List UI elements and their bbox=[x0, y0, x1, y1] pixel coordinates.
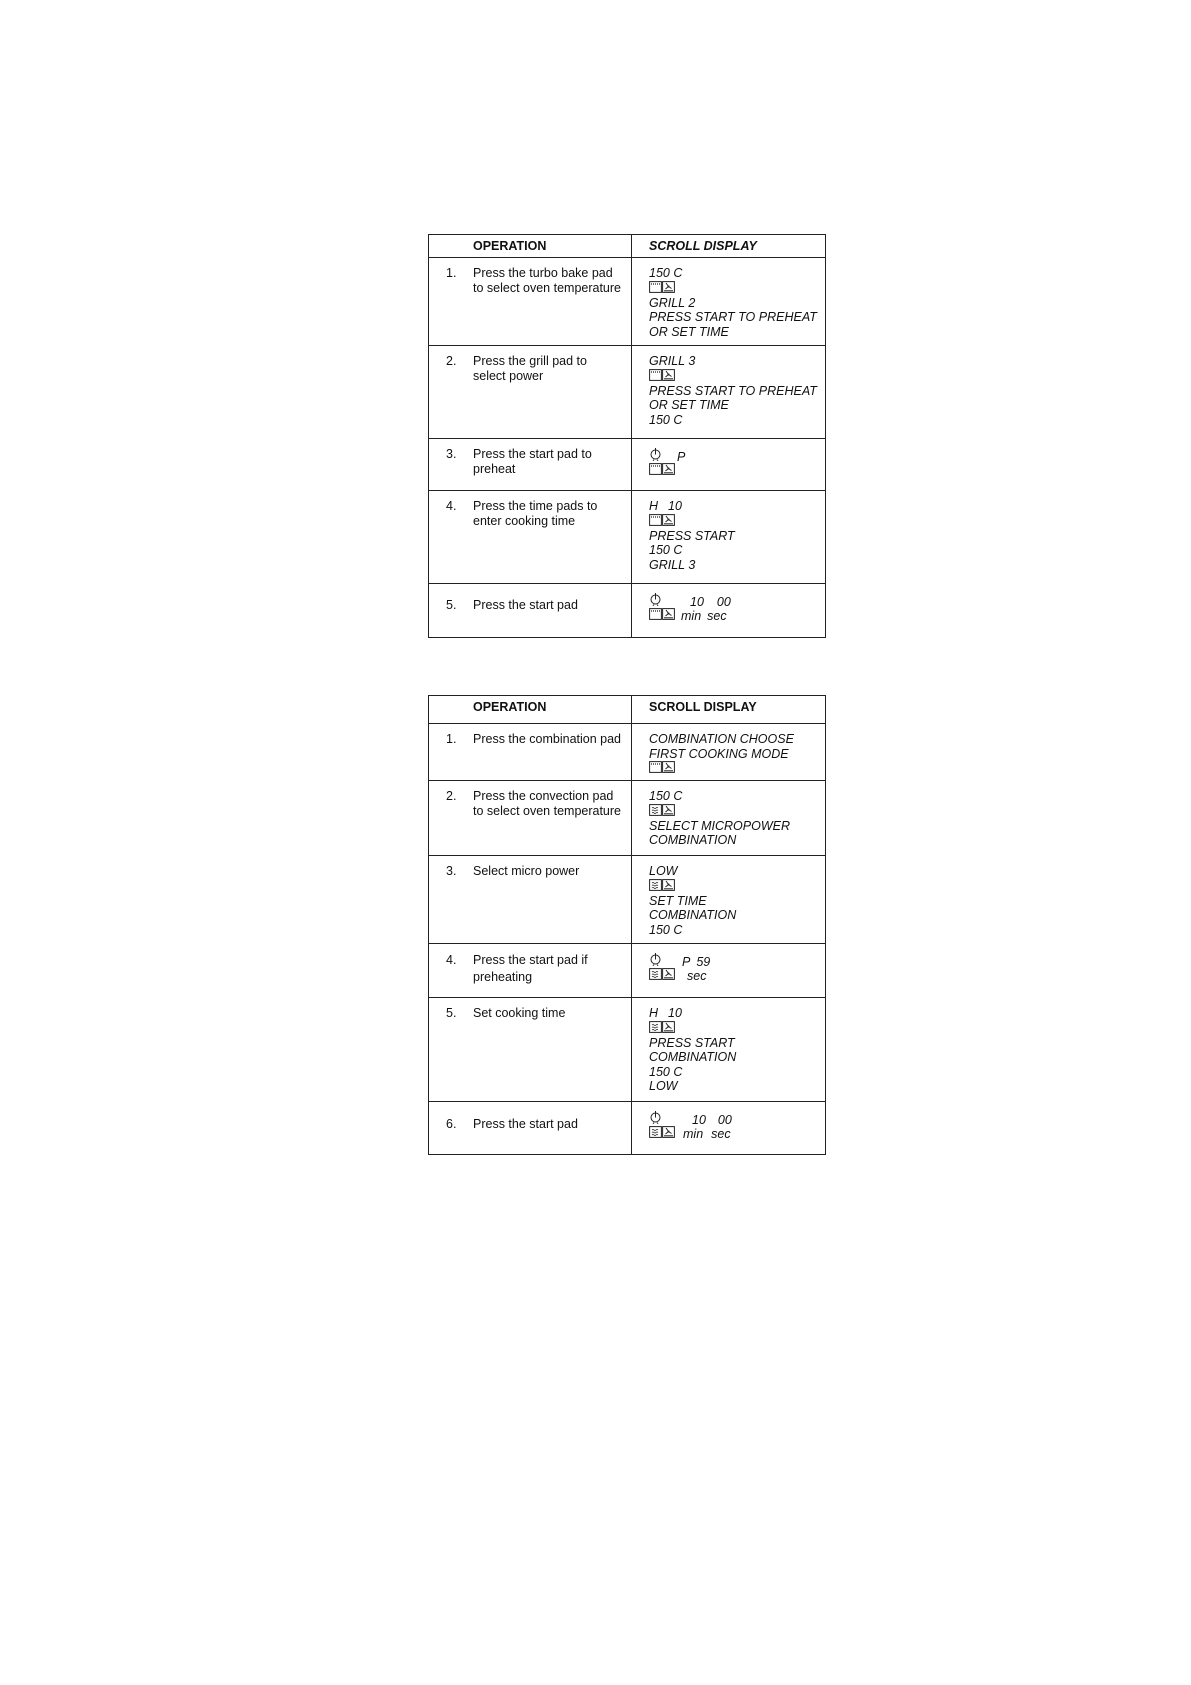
display-line: H bbox=[649, 499, 659, 513]
display-line: 150 C bbox=[649, 543, 683, 557]
operation-header: OPERATION bbox=[473, 700, 547, 714]
timer-icon bbox=[649, 952, 662, 966]
combination-table bbox=[428, 695, 826, 1155]
step-operation: Press the turbo bake pad to select oven temperature bbox=[473, 266, 621, 295]
step-number: 5. bbox=[446, 1006, 457, 1020]
step-number: 2. bbox=[446, 789, 457, 803]
fan-icon bbox=[662, 608, 675, 620]
step-number: 3. bbox=[446, 864, 457, 878]
table-row bbox=[429, 998, 826, 1102]
display-seconds: 00 bbox=[716, 595, 731, 609]
microwave-icon bbox=[649, 804, 662, 816]
step-operation: Set cooking time bbox=[473, 1006, 566, 1020]
table-row bbox=[429, 856, 826, 944]
display-line: GRILL 3 bbox=[649, 354, 696, 368]
display-line: PRESS START TO PREHEAT bbox=[649, 310, 817, 324]
step-operation: Press the time pads to enter cooking time bbox=[473, 499, 598, 528]
table-row bbox=[429, 584, 826, 638]
sec-label: sec bbox=[707, 609, 727, 623]
display-line: SET TIME bbox=[649, 893, 707, 908]
step-operation: Press the convection pad to select oven temperature bbox=[473, 789, 621, 818]
scroll-display bbox=[632, 491, 825, 572]
oven-icon bbox=[649, 514, 662, 526]
fan-icon bbox=[662, 761, 675, 773]
display-line: 150 C bbox=[649, 266, 683, 280]
table-row bbox=[429, 1102, 826, 1155]
timer-icon bbox=[649, 592, 662, 606]
display-minutes: 10 bbox=[692, 1113, 706, 1127]
step-number: 1. bbox=[446, 266, 457, 280]
table-row bbox=[429, 724, 826, 781]
table-row bbox=[429, 491, 826, 584]
step-operation: Press the start pad to preheat bbox=[473, 447, 592, 476]
display-line: H bbox=[649, 1006, 659, 1020]
oven-icon bbox=[649, 463, 662, 475]
scroll-display bbox=[632, 781, 825, 848]
display-line: 59 bbox=[696, 955, 711, 969]
oven-icon bbox=[649, 281, 662, 293]
table-row bbox=[429, 258, 826, 346]
scroll-display bbox=[632, 998, 825, 1094]
step-operation: Press the start pad bbox=[473, 1117, 578, 1131]
microwave-icon bbox=[649, 1126, 662, 1138]
step-number: 3. bbox=[446, 447, 457, 461]
sec-label: sec bbox=[687, 969, 707, 983]
display-minutes: 10 bbox=[690, 595, 704, 609]
step-number: 1. bbox=[446, 732, 457, 746]
microwave-icon bbox=[649, 879, 662, 891]
scroll-display bbox=[632, 346, 825, 427]
display-line: 10 bbox=[668, 1006, 682, 1020]
step-operation: Select micro power bbox=[473, 864, 580, 878]
table-header-row bbox=[429, 696, 826, 724]
scroll-display bbox=[632, 439, 825, 478]
step-number: 6. bbox=[446, 1117, 457, 1131]
fan-icon bbox=[662, 281, 675, 293]
table-row bbox=[429, 439, 826, 491]
fan-icon bbox=[662, 879, 675, 891]
display-line: P bbox=[682, 955, 691, 969]
scroll-display bbox=[632, 944, 825, 983]
operation-header: OPERATION bbox=[473, 239, 547, 253]
turbo-grill-table bbox=[428, 234, 826, 638]
scroll-display bbox=[632, 258, 825, 339]
display-line: 150 C bbox=[649, 412, 683, 427]
fan-icon bbox=[662, 1126, 675, 1138]
table-row bbox=[429, 781, 826, 856]
display-line: 10 bbox=[668, 499, 682, 513]
scroll-display bbox=[632, 724, 825, 776]
display-line: 150 C bbox=[649, 1064, 683, 1079]
fan-icon bbox=[662, 1021, 675, 1033]
display-line: COMBINATION bbox=[649, 833, 737, 847]
timer-icon bbox=[649, 1110, 662, 1124]
oven-icon bbox=[649, 369, 662, 381]
display-line: 150 C bbox=[649, 789, 683, 803]
display-line: SELECT MICROPOWER bbox=[649, 818, 790, 833]
display-line: PRESS START bbox=[649, 528, 735, 543]
sec-label: sec bbox=[711, 1127, 731, 1141]
display-line: P bbox=[677, 450, 686, 464]
step-operation: Press the start pad if preheating bbox=[473, 953, 588, 984]
fan-icon bbox=[662, 514, 675, 526]
fan-icon bbox=[662, 463, 675, 475]
table-header-row bbox=[429, 235, 826, 258]
min-label: min bbox=[681, 609, 702, 623]
scroll-display bbox=[632, 584, 825, 623]
timer-icon bbox=[649, 447, 662, 461]
display-line: OR SET TIME bbox=[649, 324, 729, 339]
fan-icon bbox=[662, 968, 675, 980]
display-line: 150 C bbox=[649, 922, 683, 937]
table-row bbox=[429, 346, 826, 439]
display-line: LOW bbox=[649, 1079, 678, 1093]
oven-icon bbox=[649, 761, 662, 773]
step-operation: Press the grill pad to select power bbox=[473, 354, 587, 383]
display-seconds: 00 bbox=[717, 1113, 732, 1127]
display-line: PRESS START TO PREHEAT bbox=[649, 383, 817, 398]
display-line: FIRST COOKING MODE bbox=[649, 746, 789, 761]
table-row bbox=[429, 944, 826, 998]
display-line: PRESS START bbox=[649, 1035, 735, 1050]
display-line: GRILL 2 bbox=[649, 295, 696, 310]
step-number: 5. bbox=[446, 598, 457, 612]
display-line: COMBINATION bbox=[649, 1050, 737, 1064]
step-number: 2. bbox=[446, 354, 457, 368]
display-line: LOW bbox=[649, 864, 678, 878]
fan-icon bbox=[662, 369, 675, 381]
display-line: COMBINATION bbox=[649, 908, 737, 922]
min-label: min bbox=[683, 1127, 704, 1141]
scroll-display bbox=[632, 856, 825, 937]
oven-icon bbox=[649, 608, 662, 620]
step-number: 4. bbox=[446, 499, 457, 513]
microwave-icon bbox=[649, 968, 662, 980]
scroll-display-header: SCROLL DISPLAY bbox=[649, 239, 757, 253]
microwave-icon bbox=[649, 1021, 662, 1033]
step-operation: Press the combination pad bbox=[473, 732, 622, 746]
display-line: OR SET TIME bbox=[649, 398, 729, 412]
scroll-display-header: SCROLL DISPLAY bbox=[649, 700, 757, 714]
step-number: 4. bbox=[446, 953, 457, 967]
step-operation: Press the start pad bbox=[473, 598, 578, 612]
display-line: GRILL 3 bbox=[649, 557, 696, 572]
fan-icon bbox=[662, 804, 675, 816]
scroll-display bbox=[632, 1102, 825, 1141]
display-line: COMBINATION CHOOSE bbox=[649, 732, 794, 746]
